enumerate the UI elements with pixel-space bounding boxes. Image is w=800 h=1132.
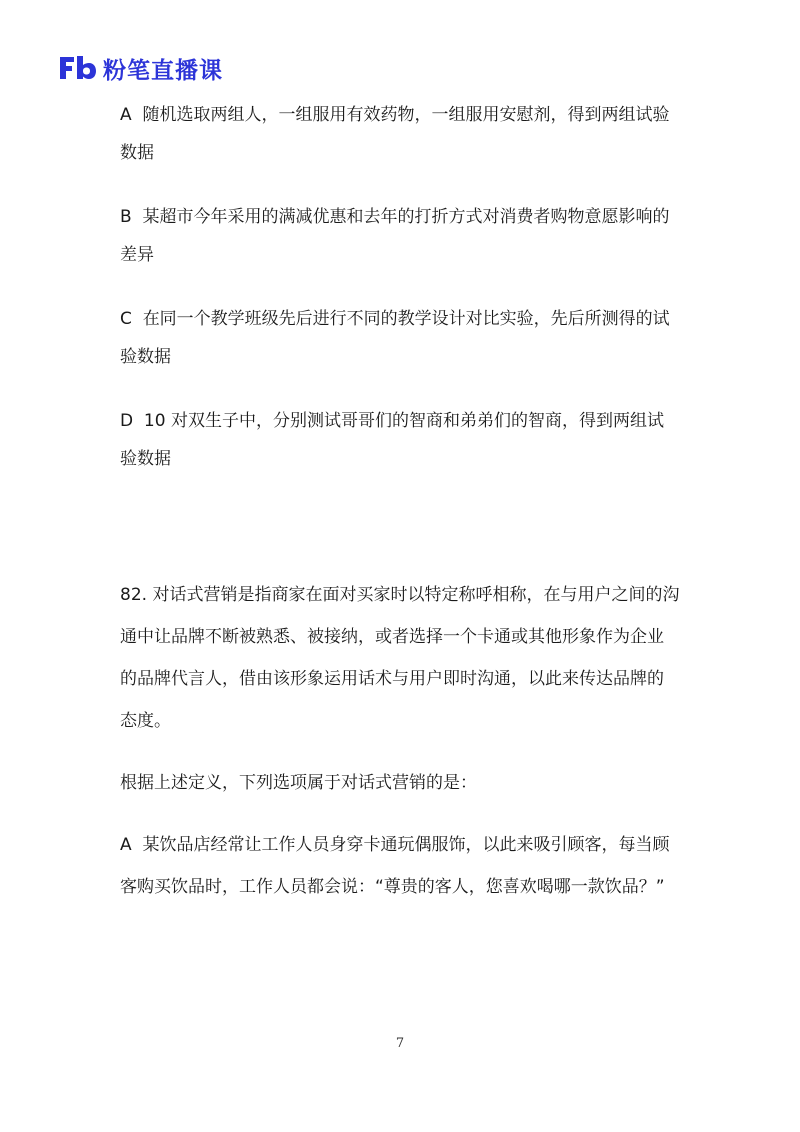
option-a [120, 824, 680, 908]
option-text: 某饮品店经常让工作人员身穿卡通玩偶服饰，以此来吸引顾客，每当顾客购买饮品时，工作人员都会说：“尊贵的客人，您喜欢喝哪一款饮品？” [120, 835, 670, 897]
header [57, 52, 223, 84]
fenbi-logo-icon [57, 53, 97, 83]
option-letter: A [120, 835, 132, 855]
document-body [120, 96, 680, 908]
option-letter: B [120, 207, 132, 227]
option-letter: A [120, 105, 132, 125]
page-number: 7 [395, 1036, 405, 1051]
previous-question-options [120, 96, 680, 478]
option-text: 10 对双生子中，分别测试哥哥们的智商和弟弟们的智商，得到两组试验数据 [120, 411, 664, 469]
option-text: 某超市今年采用的满减优惠和去年的打折方式对消费者购物意愿影响的差异 [120, 207, 670, 265]
option-letter: C [120, 309, 132, 329]
question-prompt: 根据上述定义，下列选项属于对话式营销的是： [120, 773, 477, 793]
option-b [120, 198, 680, 274]
question-stem [120, 574, 680, 742]
brand-name: 粉笔直播课 [103, 57, 223, 84]
question-number: 82. [120, 585, 148, 605]
question-stem-text: 对话式营销是指商家在面对买家时以特定称呼相称，在与用户之间的沟通中让品牌不断被熟悉、被接纳，或者选择一个卡通或其他形象作为企业的品牌代言人，借由该形象运用话术与用户即时沟通，以此来传达品牌的态度。 [120, 585, 680, 731]
option-a [120, 96, 680, 172]
spacer [120, 478, 680, 574]
option-text: 在同一个教学班级先后进行不同的教学设计对比实验，先后所测得的试验数据 [120, 309, 670, 367]
option-letter: D [120, 411, 134, 431]
option-text: 随机选取两组人，一组服用有效药物，一组服用安慰剂，得到两组试验数据 [120, 105, 670, 163]
question-82 [120, 574, 680, 908]
option-c [120, 300, 680, 376]
option-d [120, 402, 680, 478]
